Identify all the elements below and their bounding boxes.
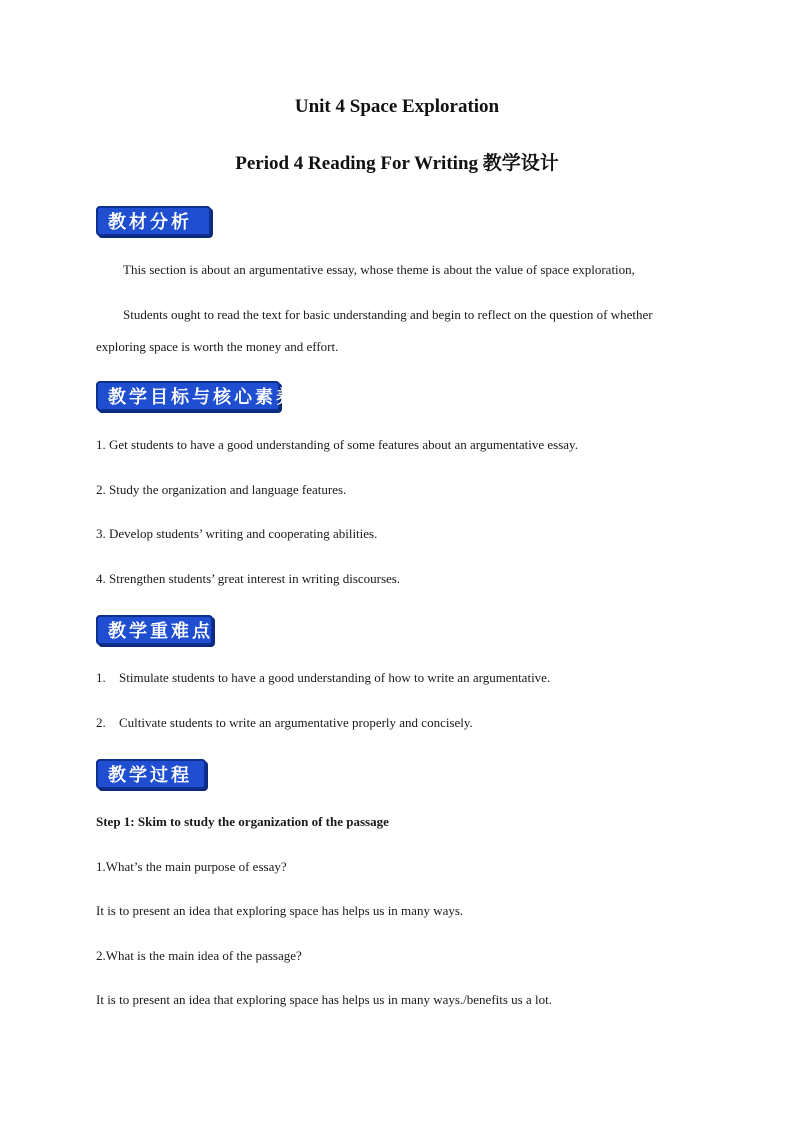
question-2: 2.What is the main idea of the passage? (96, 948, 302, 963)
section-heading-objectives: 教学目标与核心素养 (96, 381, 280, 411)
analysis-paragraph-2-line-1: Students ought to read the text for basic understanding and begin to reflect on the question of whether (123, 307, 653, 322)
section-heading-key-points: 教学重难点 (96, 615, 213, 645)
analysis-paragraph-1: This section is about an argumentative essay, whose theme is about the value of space exploration, (123, 262, 635, 277)
answer-2: It is to present an idea that exploring space has helps us in many ways./benefits us a lot. (96, 992, 552, 1007)
objective-item-1: 1. Get students to have a good understanding of some features about an argumentative essay. (96, 437, 578, 452)
document-subtitle: Period 4 Reading For Writing 教学设计 (235, 153, 559, 174)
key-point-2-number: 2. (96, 715, 106, 730)
key-point-1-text: Stimulate students to have a good understanding of how to write an argumentative. (119, 670, 551, 685)
answer-1: It is to present an idea that exploring space has helps us in many ways. (96, 903, 464, 918)
key-point-2-text: Cultivate students to write an argumentative properly and concisely. (119, 715, 473, 730)
question-1: 1.What’s the main purpose of essay? (96, 859, 287, 874)
objective-item-3: 3. Develop students’ writing and cooperating abilities. (96, 526, 378, 541)
step-1-heading: Step 1: Skim to study the organization of the passage (96, 814, 389, 829)
objective-item-2: 2. Study the organization and language features. (96, 482, 347, 497)
document-title: Unit 4 Space Exploration (294, 96, 500, 117)
section-heading-analysis: 教材分析 (96, 206, 211, 236)
objective-item-4: 4. Strengthen students’ great interest in writing discourses. (96, 571, 401, 586)
section-heading-process: 教学过程 (96, 759, 206, 789)
key-point-1-number: 1. (96, 670, 106, 685)
analysis-paragraph-2-line-2: exploring space is worth the money and effort. (96, 339, 339, 354)
